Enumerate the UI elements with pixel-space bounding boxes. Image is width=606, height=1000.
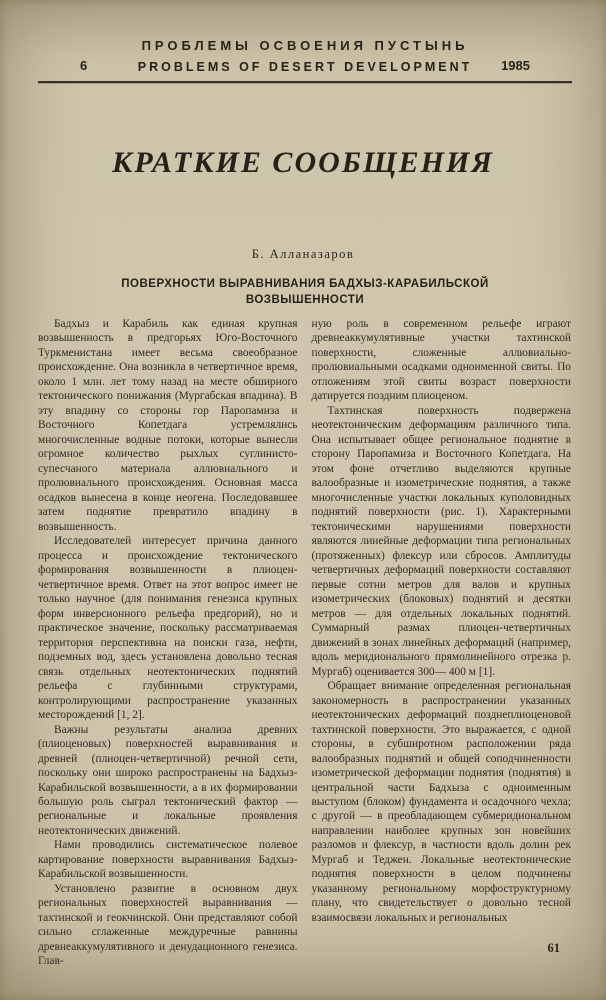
body-paragraph: Нами проводились систематическое полевое картирование поверхности выравнивания Бадхыз-Карабильской возвышенности.	[38, 839, 298, 881]
publication-year: 1985	[501, 58, 530, 73]
journal-header-line2	[38, 58, 572, 74]
body-paragraph: Обращает внимание определенная региональная закономерность в распространении указанных неотектонических деформаций позднеплиоценовой тахтинской поверхности. Это выражается, с одной стороны, в субширотном расположении ряда валообразных поднятий и общей соподчиненности изометрической деформации поднятия (поднятия) в центральной части Бадхыза с одноименным выступом (блоком) фундамента и осадочного чехла; с другой — в преобладающем субмеридиональном направлении наиболее крупных зон новейших разломов и флексур, в частности вдоль долин рек Мургаб и Теджен. Локальные неотектонические поднятия поверхности в целом подчинены указанному региональному морфоструктурному плану, что свидетельствует о довольно тесной взаимосвязи локальных и региональных	[311, 680, 571, 924]
article-title	[50, 277, 560, 308]
body-paragraph: Тахтинская поверхность подвержена неотектоническим деформациям различного типа. Она испытывает общее региональное поднятие в сторону Паропамиза и Восточного Копетдага. На этом фоне отчетливо выделяются крупные валообразные и изометрические поднятия, а также многочисленные участки локальных куполовидных поднятий поверхности (рис. 1). Характерными тектоническими нарушениями поверхности являются линейные деформации типа региональных (протяженных) флексур или сбросов. Амплитуды четвертичных деформаций поверхности составляют первые сотни метров для валов и крупных изометрических (блоковых) поднятий и десятки метров — для отдельных локальных поднятий. Суммарный размах плиоцен-четвертичных движений в зонах линейных деформаций (например, вдоль меридионального прямолинейного отрезка р. Мургаб) оценивается 300— 400 м [1].	[311, 404, 571, 678]
journal-title-russian: ПРОБЛЕМЫ ОСВОЕНИЯ ПУСТЫНЬ	[141, 38, 469, 53]
right-column	[312, 317, 572, 969]
body-paragraph: Исследователей интересует причина данного процесса и происхождение тектонического формирования возвышенности в плиоцен-четвертичное время. Ответ на этот вопрос имеет не только научное (для понимания генезиса крупных форм инверсионного рельефа предгорий), но и практическое значение, поскольку рассматриваемая территория перспективна на поиски газа, нефти, подземных вод, здесь установлена довольно тесная связь отдельных неотектонических поднятий рельефа с глубинными структурами, контролирующими распространение указанных месторождений [1, 2].	[38, 535, 298, 722]
journal-header	[38, 38, 572, 83]
author-name: Б. Алланазаров	[251, 247, 355, 261]
body-paragraph: ную роль в современном рельефе играют древнеаккумулятивные участки тахтинской поверхности, сложенные аллювиально-пролювиальными осадками одноименной свиты. По отложениям этой свиты возраст поверхности датируется поздним плиоценом.	[311, 318, 571, 403]
article-title-line1: ПОВЕРХНОСТИ ВЫРАВНИВАНИЯ БАДХЫЗ-КАРАБИЛЬСКОЙ	[121, 278, 489, 290]
left-column	[38, 317, 298, 969]
header-divider	[38, 81, 572, 83]
article-title-line2: ВОЗВЫШЕННОСТИ	[245, 293, 365, 306]
body-paragraph: Важны результаты анализа древних (плиоценовых) поверхностей выравнивания и древней (плиоцен-четвертичной) речной сети, поскольку они широко распространены на Бадхыз-Карабильской возвышенности, а в их формировании большую роль сыграл тектонический фактор — региональные и локальные проявления неотектонических движений.	[38, 723, 298, 837]
journal-title-english: PROBLEMS OF DESERT DEVELOPMENT	[137, 60, 473, 74]
article-body	[38, 317, 571, 969]
body-paragraph: Бадхыз и Карабиль как единая крупная возвышенность в предгорьях Юго-Восточного Туркменистана имеет весьма своеобразное происхождение. Она возникла в четвертичное время, около 1 млн. лет тому назад на месте обширного тектонического понижания (Мургабская впадина). В эту впадину со стороны гор Паропамиза и Восточного Копетдага устремлялись многочисленные водные потоки, которые вынесли огромное количество рыхлых суглинисто-супесчаного материала аллювиального и пролювиального происхождения. Основная масса осадков вынесена в конце неогена. Последовавшее затем поднятие превратило впадину в возвышенность.	[38, 318, 298, 533]
body-paragraph: Установлено развитие в основном двух региональных поверхностей выравнивания — тахтинской и геокчинской. Они представляют собой сильно сглаженные междуречные равнины древнеаккумулятивного и денудационного генезиса. Глав-	[38, 882, 298, 968]
page-number: 61	[547, 941, 560, 955]
issue-number: 6	[80, 58, 88, 73]
section-title: КРАТКИЕ СООБЩЕНИЯ	[112, 146, 494, 179]
